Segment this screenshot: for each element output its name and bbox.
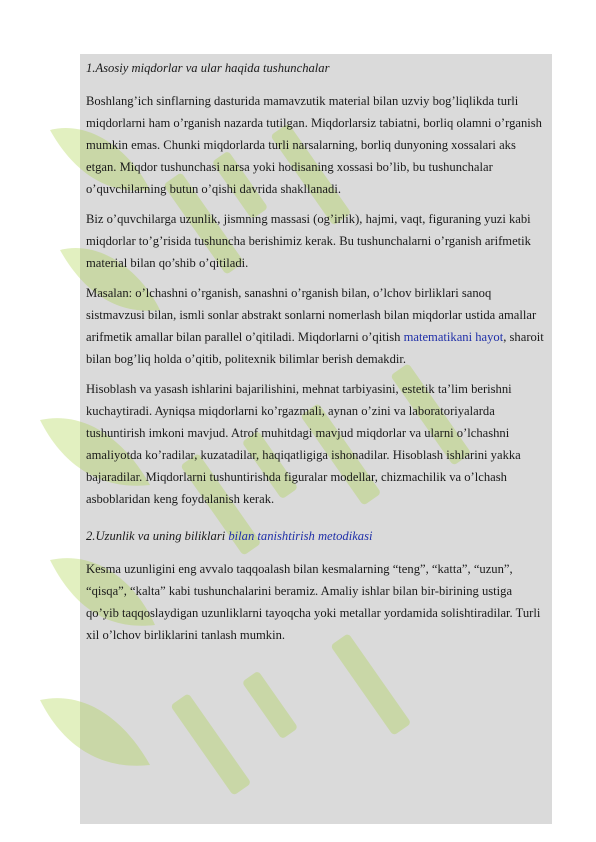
section-2-heading (86, 526, 548, 546)
hyperlink-tanishtirish-metodikasi[interactable]: bilan tanishtirish metodikasi (228, 529, 373, 543)
paragraph-2: Biz o’quvchilarga uzunlik, jismning massasi (og’irlik), hajmi, vaqt, figuraning yuzi kabi miqdorlar to’g’risida tushuncha berishimiz kerak. Bu tushunchalarni o’rganish arifmetik material bilan qo’shib o’qitiladi. (86, 212, 531, 270)
hyperlink-matematikani-hayot[interactable]: matematikani hayot (403, 330, 504, 344)
paragraph-3 (86, 282, 548, 370)
paragraph-5: Kesma uzunligini eng avvalo taqqoalash bilan kesmalarning “teng”, “katta”, “uzun”, “qisqa”, “kalta” kabi tushunchalarini beramiz. Amaliy ishlar bilan bir-birining ustiga qo’yib taqqoslaydigan uzunliklarni tayoqcha yoki metallar yordamida solishtiradilar. Turli xil o’lchov birliklarini tanlash mumkin. (86, 562, 541, 642)
document-body (86, 58, 548, 654)
paragraph-1: Boshlang’ich sinflarning dasturida mamavzutik material bilan uzviy bog’liqlikda turli miqdorlarni ham o’rganish nazarda tutilgan. Miqdorlarsiz tabiatni, borliq olamni o’rganish mumkin emas. Chunki miqdorlarda turli narsalarning, borliq dunyoning xossalari aks etgan. Miqdor tushunchasi narsa yoki hodisaning xossasi bo’lib, bu tushunchalar o’quvchilarning butun o’qishi davrida shakllanadi. (86, 94, 542, 196)
section-1-heading: 1.Asosiy miqdorlar va ular haqida tushunchalar (86, 61, 330, 75)
section-2-heading-text: 2.Uzunlik va uning biliklari (86, 529, 229, 543)
paragraph-4: Hisoblash va yasash ishlarini bajarilishini, mehnat tarbiyasini, estetik ta’lim berishni kuchaytiradi. Ayniqsa miqdorlarni ko’rgazmali, aynan o’zini va laboratoriyalarda tushuntirish imkoni mavjud. Atrof muhitdagi mavjud miqdorlar va ularni o’lchashni amaliyotda ko’radilar, kuzatadilar, haqiqatligiga ishonadilar. Hisoblash ishlarini yakka bajaradilar. Miqdorlarni tushuntirishda figuralar modellar, chizmachilik va o’lchash asboblaridan keng foydalanish kerak. (86, 382, 521, 506)
paragraph-3-text-a: Masalan: o’lchashni o’rganish, sanashni o’rganish bilan, o’lchov birliklari sanoq sistmavzusi bilan, ismli sonlar abstrakt sonlarni nomerlash bilan miqdorlar ustida amallar arifmetik amallar bilan parallel o’qitiladi. Miqdorlarni o’qitish (86, 286, 537, 344)
paragraph-3-text-b: , sharoit bilan bog’liq holda o’qitib, politexnik bilimlar berish demakdir. (86, 330, 544, 366)
